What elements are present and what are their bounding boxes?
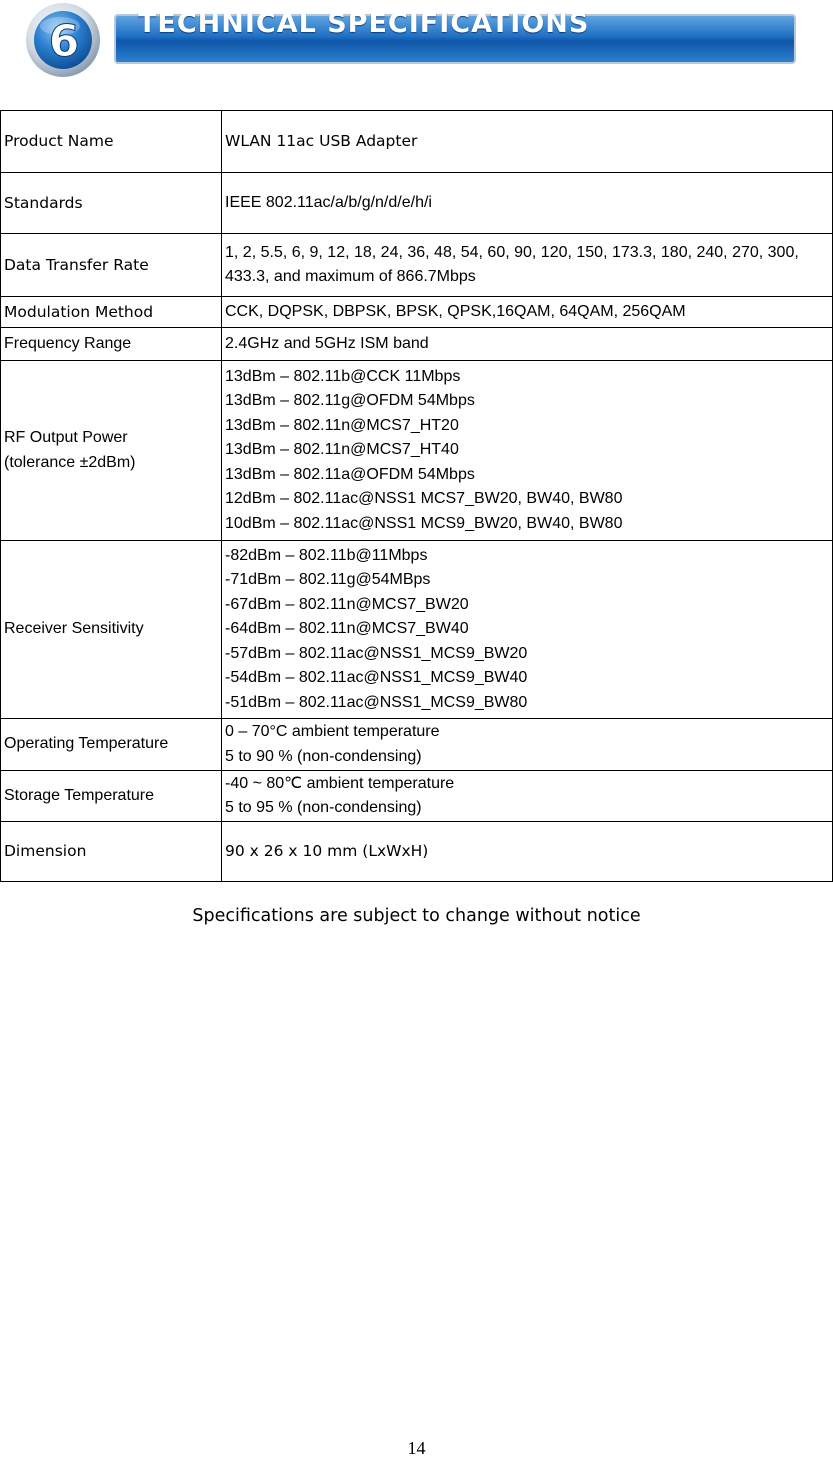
spec-value: [222, 361, 833, 541]
table-row: [1, 361, 833, 541]
spec-label: Modulation Method: [1, 297, 222, 328]
spec-value-line: 13dBm – 802.11a@OFDM 54Mbps: [225, 465, 475, 483]
spec-value-line: -40 ~ 80℃ ambient temperature: [225, 774, 455, 792]
spec-label: Product Name: [1, 111, 222, 173]
spec-value-line: -51dBm – 802.11ac@NSS1_MCS9_BW80: [225, 693, 528, 711]
footer-note: Specifications are subject to change without notice: [192, 906, 641, 926]
spec-value-line: 13dBm – 802.11n@MCS7_HT40: [225, 441, 459, 459]
spec-value: [222, 541, 833, 719]
table-row: [1, 111, 833, 173]
spec-value: 2.4GHz and 5GHz ISM band: [222, 328, 833, 361]
spec-value-line: 13dBm – 802.11g@OFDM 54Mbps: [225, 392, 475, 410]
table-row: [1, 328, 833, 361]
spec-value: 90 x 26 x 10 mm (LxWxH): [222, 822, 833, 882]
table-row: [1, 719, 833, 771]
spec-value: IEEE 802.11ac/a/b/g/n/d/e/h/i: [222, 173, 833, 234]
spec-value-line: 13dBm – 802.11n@MCS7_HT20: [225, 416, 459, 434]
spec-value-line: 12dBm – 802.11ac@NSS1 MCS7_BW20, BW40, BW80: [225, 490, 623, 508]
table-row: [1, 541, 833, 719]
spec-label: Receiver Sensitivity: [1, 541, 222, 719]
table-row: [1, 234, 833, 297]
spec-value-line: -67dBm – 802.11n@MCS7_BW20: [225, 595, 469, 613]
spec-value: [222, 771, 833, 822]
section-header: [24, 2, 799, 78]
spec-value-line: 5 to 90 % (non-condensing): [225, 747, 422, 765]
spec-value-line: -57dBm – 802.11ac@NSS1_MCS9_BW20: [225, 644, 528, 662]
spec-value: CCK, DQPSK, DBPSK, BPSK, QPSK,16QAM, 64QAM, 256QAM: [222, 297, 833, 328]
spec-label: [1, 361, 222, 541]
spec-value-line: -82dBm – 802.11b@11Mbps: [225, 546, 428, 564]
spec-value-line: 5 to 95 % (non-condensing): [225, 799, 422, 816]
section-number-badge: [24, 2, 102, 78]
spec-value-line: -71dBm – 802.11g@54MBps: [225, 571, 431, 589]
table-row: [1, 297, 833, 328]
spec-label: Standards: [1, 173, 222, 234]
spec-value-line: -64dBm – 802.11n@MCS7_BW40: [225, 620, 469, 638]
table-row: [1, 771, 833, 822]
page-number: 14: [407, 1438, 426, 1458]
spec-label-line: RF Output Power: [4, 429, 128, 446]
spec-value-line: -54dBm – 802.11ac@NSS1_MCS9_BW40: [225, 669, 528, 687]
spec-value-line: 13dBm – 802.11b@CCK 11Mbps: [225, 367, 461, 385]
spec-label: Operating Temperature: [1, 719, 222, 771]
spec-value: [222, 719, 833, 771]
specifications-table: [0, 110, 833, 882]
spec-value: WLAN 11ac USB Adapter: [222, 111, 833, 173]
spec-value-line: 0 – 70°C ambient temperature: [225, 723, 440, 740]
spec-label: Dimension: [1, 822, 222, 882]
spec-label: Frequency Range: [1, 328, 222, 361]
spec-value: 1, 2, 5.5, 6, 9, 12, 18, 24, 36, 48, 54, 60, 90, 120, 150, 173.3, 180, 240, 270, 300, 433.3, and maximum of 866.7Mbps: [222, 234, 833, 297]
table-row: [1, 173, 833, 234]
spec-label: Data Transfer Rate: [1, 234, 222, 297]
page-title: TECHNICAL SPECIFICATIONS: [138, 8, 590, 39]
spec-label: Storage Temperature: [1, 771, 222, 822]
spec-label-line: (tolerance ±2dBm): [4, 453, 136, 471]
spec-value-line: 10dBm – 802.11ac@NSS1 MCS9_BW20, BW40, BW80: [225, 514, 623, 532]
section-number: 6: [48, 16, 80, 67]
table-row: [1, 822, 833, 882]
